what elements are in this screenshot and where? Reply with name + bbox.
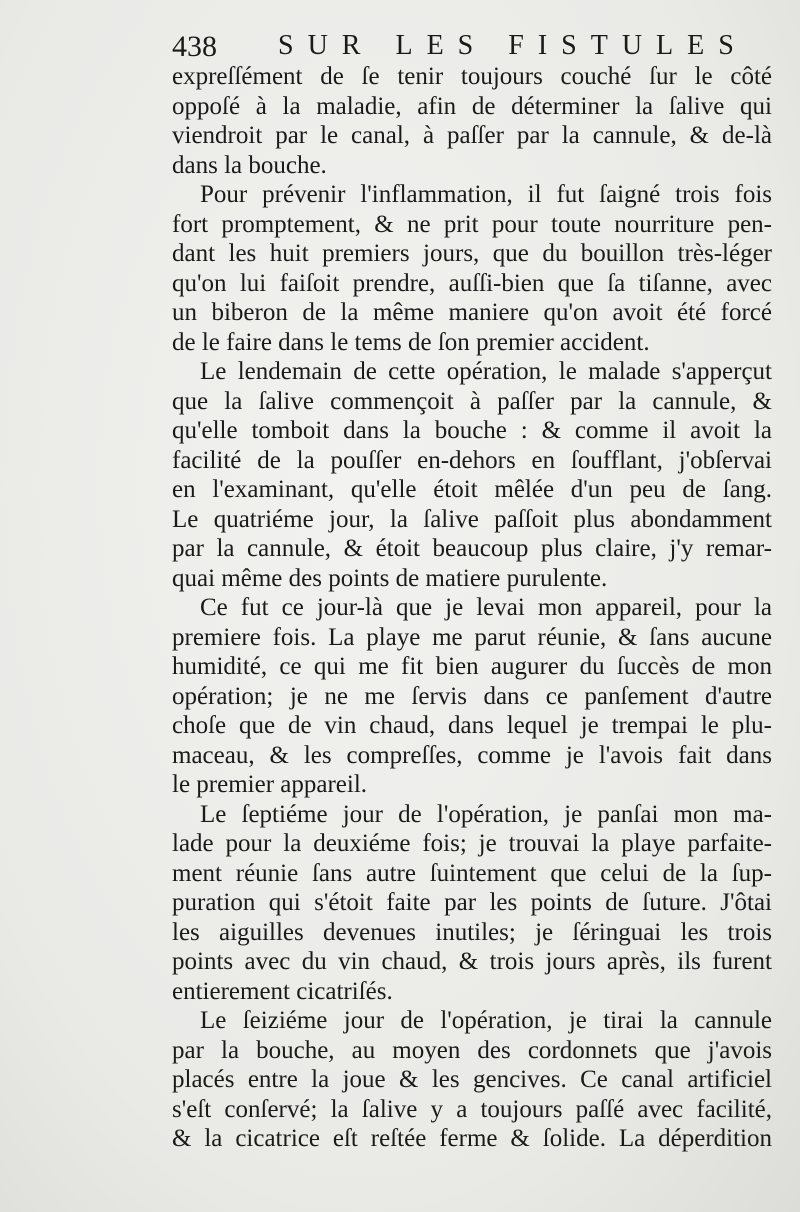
text-line: opération; je ne me ſervis dans ce panſement d'autre — [172, 682, 772, 710]
text-line: ment réunie ſans autre ſuintement que celui de la ſup- — [172, 859, 772, 887]
text-line: fort promptement, & ne prit pour toute nourriture pen- — [172, 210, 772, 238]
text-line: premiere fois. La playe me parut réunie, & ſans aucune — [172, 623, 772, 651]
text-line: entierement cicatriſés. — [172, 977, 393, 1005]
text-line: Le ſeiziéme jour de l'opération, je tirai la cannule — [200, 1007, 772, 1034]
text-line: de le faire dans le tems de ſon premier accident. — [172, 328, 650, 356]
body-text — [172, 62, 772, 1154]
text-line: un biberon de la même maniere qu'on avoit été forcé — [172, 299, 772, 326]
text-line: choſe que de vin chaud, dans lequel je trempai le plu- — [172, 712, 772, 739]
text-line: puration qui s'étoit faite par les points de ſuture. J'ôtai — [172, 889, 772, 916]
text-line: expreſſément de ſe tenir toujours couché ſur le côté — [172, 63, 772, 90]
text-line: viendroit par le canal, à paſſer par la cannule, & de-là — [172, 122, 772, 149]
text-line: & la cicatrice eſt reſtée ferme & ſolide. La déperdition — [172, 1125, 772, 1152]
text-line: lade pour la deuxiéme fois; je trouvai la playe parfaite- — [172, 830, 772, 857]
text-line: le premier appareil. — [172, 771, 368, 798]
text-line: dant les huit premiers jours, que du bouillon très-léger — [172, 240, 772, 267]
text-line: maceau, & les compreſſes, comme je l'avois fait dans — [172, 741, 772, 769]
text-line: qu'on lui faiſoit prendre, auſſi-bien que ſa tiſanne, avec — [172, 269, 772, 297]
text-line: dans la bouche. — [172, 151, 327, 179]
text-line: Ce fut ce jour-là que je levai mon appareil, pour la — [200, 594, 772, 621]
text-line: oppoſé à la maladie, afin de déterminer la ſalive qui — [172, 92, 772, 120]
text-line: les aiguilles devenues inutiles; je ſéringuai les trois — [172, 918, 772, 946]
page-number: 438 — [172, 30, 217, 63]
text-line: par la cannule, & étoit beaucoup plus claire, j'y remar- — [172, 535, 772, 562]
text-line: Le quatriéme jour, la ſalive paſſoit plus abondamment — [172, 505, 772, 533]
text-line: Pour prévenir l'inflammation, il fut ſaigné trois fois — [200, 181, 772, 208]
text-line: Le lendemain de cette opération, le malade s'apperçut — [200, 358, 772, 385]
text-line: facilité de la pouſſer en-dehors en ſoufflant, j'obſervai — [172, 446, 772, 474]
text-line: qu'elle tomboit dans la bouche : & comme il avoit la — [172, 417, 772, 444]
text-line: s'eſt conſervé; la ſalive y a toujours paſſé avec facilité, — [172, 1095, 772, 1123]
text-line: quai même des points de matiere purulente. — [172, 564, 608, 592]
text-line: que la ſalive commençoit à paſſer par la cannule, & — [172, 387, 772, 415]
running-head: SUR LES FISTULES — [278, 30, 748, 61]
page-header — [172, 24, 772, 64]
text-line: humidité, ce qui me fit bien augurer du ſuccès de mon — [172, 653, 772, 680]
text-line: placés entre la joue & les gencives. Ce canal artificiel — [172, 1066, 772, 1093]
text-line: en l'examinant, qu'elle étoit mêlée d'un peu de ſang. — [172, 476, 772, 503]
text-line: points avec du vin chaud, & trois jours après, ils furent — [172, 948, 772, 975]
text-line: Le ſeptiéme jour de l'opération, je panſai mon ma- — [200, 800, 772, 828]
text-line: par la bouche, au moyen des cordonnets que j'avois — [172, 1036, 772, 1064]
